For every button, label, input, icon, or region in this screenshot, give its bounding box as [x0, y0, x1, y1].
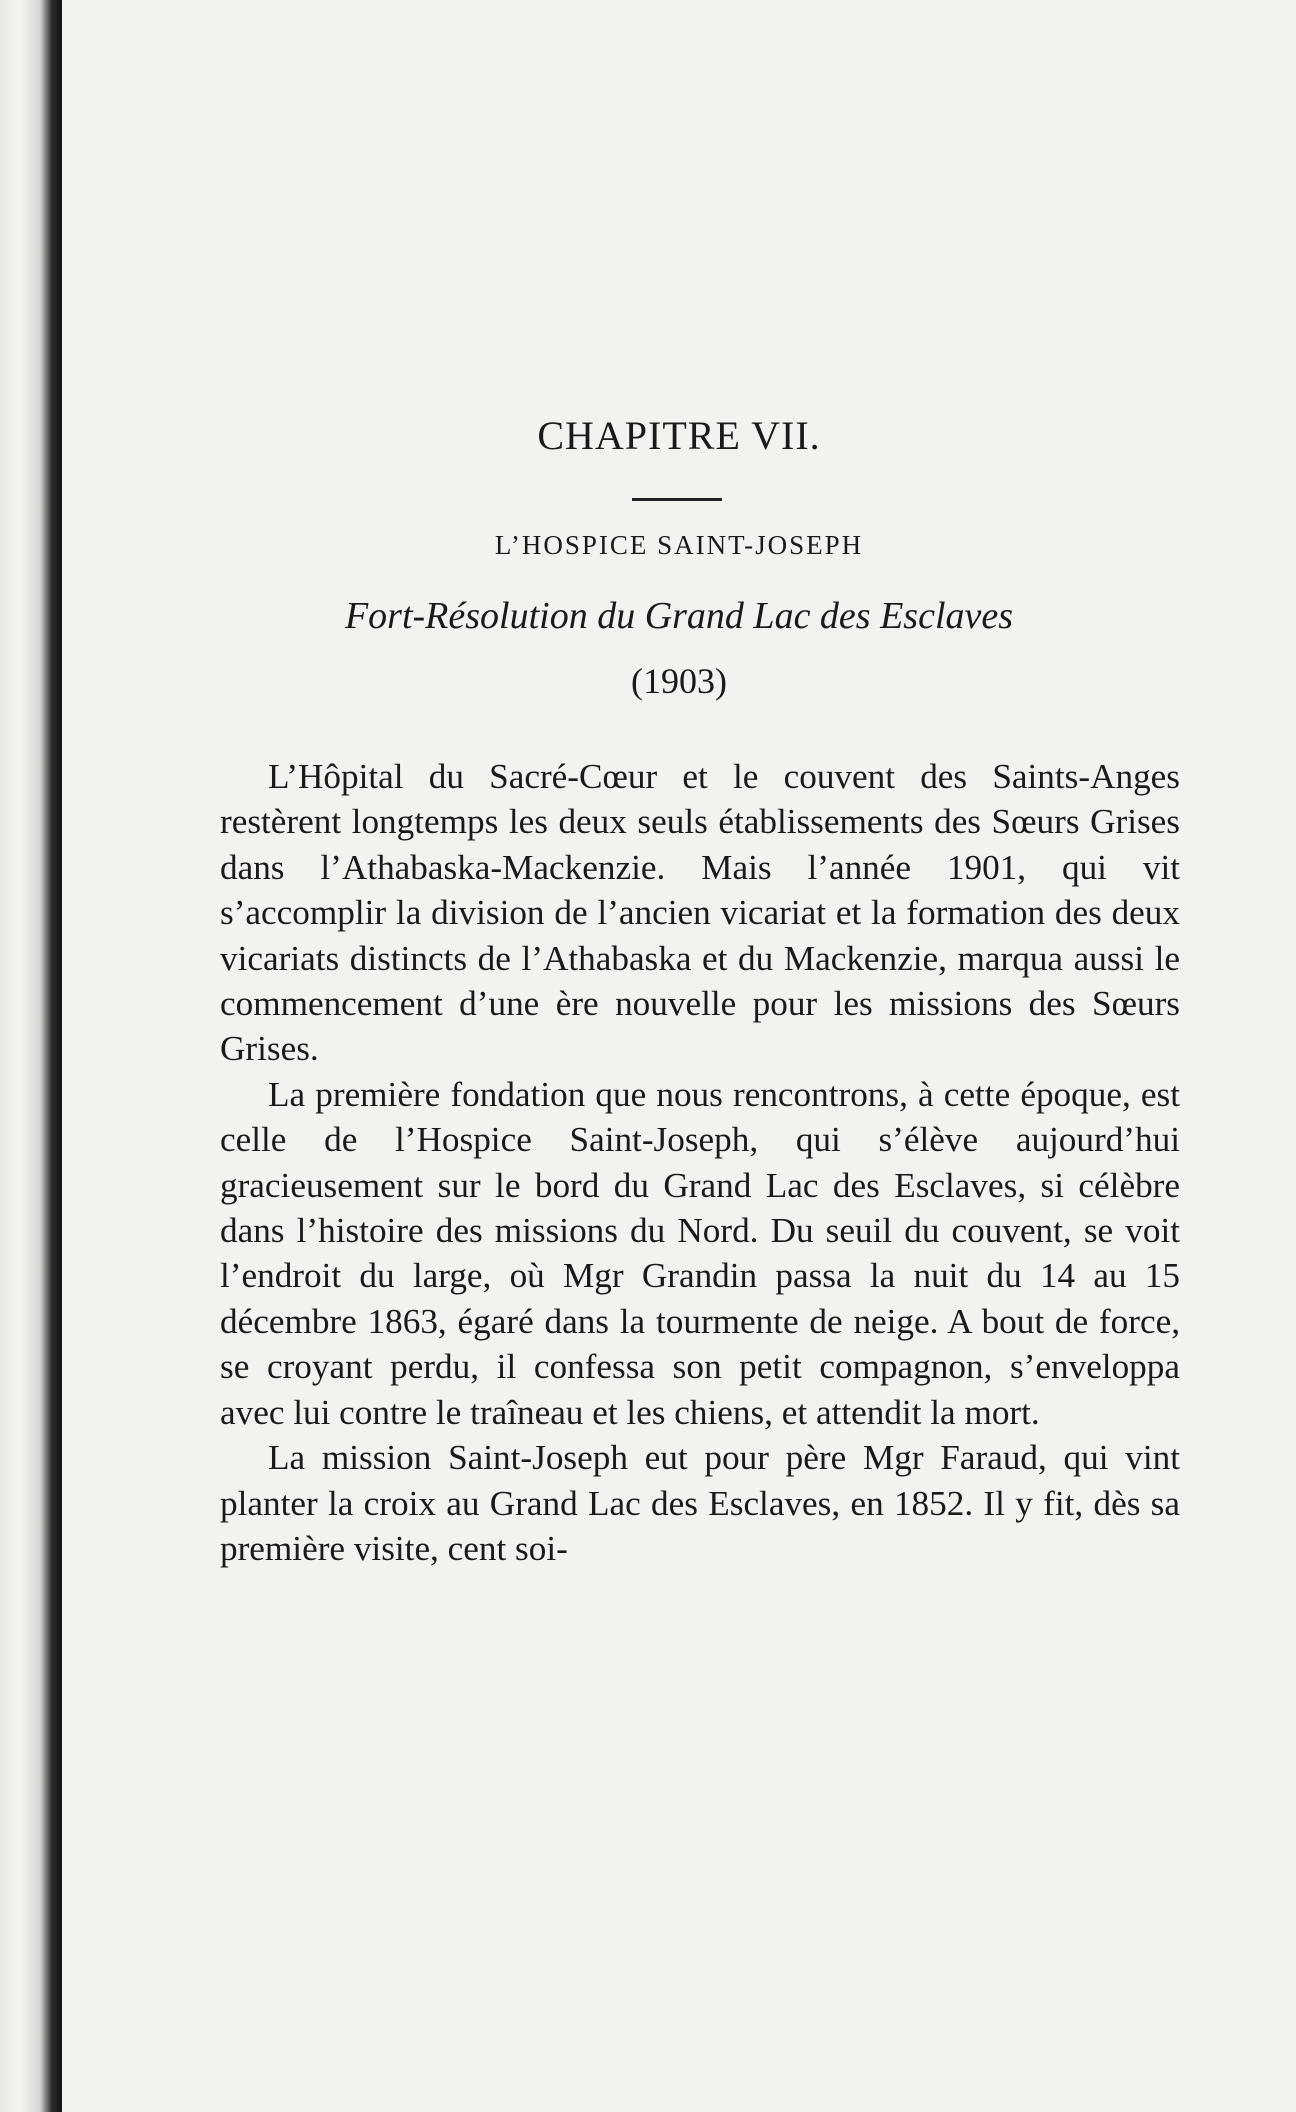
page-edge: [0, 0, 62, 2112]
section-title: L’HOSPICE SAINT-JOSEPH: [494, 530, 864, 560]
year-label: (1903): [631, 661, 727, 701]
chapter-title: CHAPITRE VII.: [537, 413, 821, 458]
location-subtitle: Fort-Résolution du Grand Lac des Esclaves: [344, 595, 1014, 637]
paragraph-3: La mission Saint-Joseph eut pour père Mgr Faraud, qui vint planter la croix au Grand Lac des Esclaves, en 1852. Il y fit, dès sa première visite, cent soi-: [220, 1438, 1180, 1568]
paragraph-1: L’Hôpital du Sacré-Cœur et le couvent des Saints-Anges restèrent longtemps les deux seuls établissements des Sœurs Grises dans l’Athabaska-Mackenzie. Mais l’année 1901, qui vit s’accomplir la division de l’ancien vicariat et la formation des deux vicariats distincts de l’Athabaska et du Mackenzie, marqua aussi le commencement d’une ère nouvelle pour les missions des Sœurs Grises.: [220, 757, 1180, 1069]
title-divider: [632, 498, 722, 501]
paragraph-2: La première fondation que nous rencontrons, à cette époque, est celle de l’Hospice Saint-Joseph, qui s’élève aujourd’hui gracieusement sur le bord du Grand Lac des Esclaves, si célèbre dans l’histoire des missions du Nord. Du seuil du couvent, se voit l’endroit du large, où Mgr Grandin passa la nuit du 14 au 15 décembre 1863, égaré dans la tourmente de neige. A bout de force, se croyant perdu, il confessa son petit compagnon, s’enveloppa avec lui contre le traîneau et les chiens, et attendit la mort.: [220, 1074, 1180, 1432]
book-page: [62, 0, 1296, 2112]
body-text: [220, 754, 1180, 1571]
